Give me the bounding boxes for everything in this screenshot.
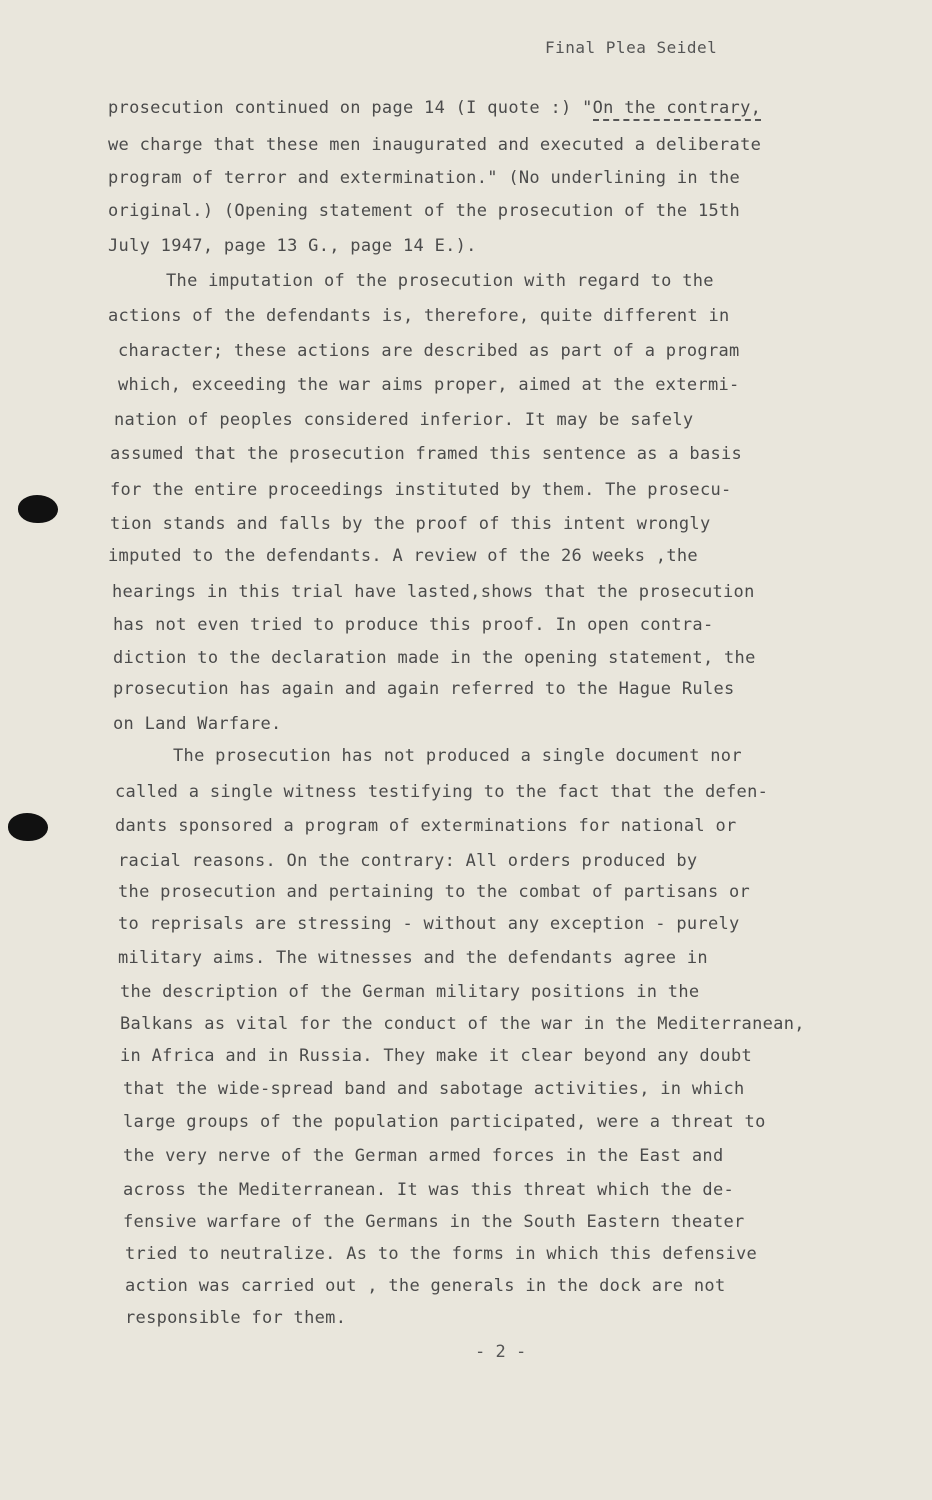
text-line-1-start: prosecution continued on page 14 (I quote :) "	[108, 98, 593, 118]
text-line: military aims. The witnesses and the defendants agree in	[118, 948, 708, 968]
text-line: diction to the declaration made in the opening statement, the	[113, 648, 756, 668]
text-line: large groups of the population participated, were a threat to	[123, 1112, 766, 1132]
text-line: tion stands and falls by the proof of this intent wrongly	[110, 514, 711, 534]
text-line: dants sponsored a program of exterminations for national or	[115, 816, 737, 836]
page-header-title: Final Plea Seidel	[545, 38, 718, 57]
punch-hole-mark	[8, 813, 48, 841]
text-line: the description of the German military positions in the	[120, 982, 700, 1002]
punch-hole-mark	[18, 495, 58, 523]
text-line: nation of peoples considered inferior. It may be safely	[114, 410, 694, 430]
text-line: hearings in this trial have lasted,shows that the prosecution	[112, 582, 755, 602]
text-line: Balkans as vital for the conduct of the war in the Mediterranean,	[120, 1014, 805, 1034]
text-line: in Africa and in Russia. They make it clear beyond any doubt	[120, 1046, 753, 1066]
text-line: tried to neutralize. As to the forms in which this defensive	[125, 1244, 758, 1264]
text-line: the prosecution and pertaining to the combat of partisans or	[118, 882, 751, 902]
text-line: prosecution has again and again referred to the Hague Rules	[113, 679, 735, 699]
text-line: that the wide-spread band and sabotage activities, in which	[123, 1079, 745, 1099]
text-line: the very nerve of the German armed forces in the East and	[123, 1146, 724, 1166]
text-line: fensive warfare of the Germans in the South Eastern theater	[123, 1212, 745, 1232]
text-line: called a single witness testifying to the fact that the defen-	[115, 782, 769, 802]
paragraph-start: The imputation of the prosecution with regard to the	[166, 271, 714, 291]
paragraph-start: The prosecution has not produced a single document nor	[173, 746, 742, 766]
text-line: character; these actions are described as part of a program	[118, 341, 740, 361]
text-line: across the Mediterranean. It was this threat which the de-	[123, 1180, 735, 1200]
text-line: has not even tried to produce this proof. In open contra-	[113, 615, 714, 635]
text-line: to reprisals are stressing - without any exception - purely	[118, 914, 740, 934]
text-line: we charge that these men inaugurated and executed a deliberate	[108, 135, 762, 155]
text-line: imputed to the defendants. A review of the 26 weeks ,the	[108, 546, 698, 566]
text-line: assumed that the prosecution framed this sentence as a basis	[110, 444, 743, 464]
underlined-phrase: On the contrary,	[593, 98, 762, 121]
text-line: actions of the defendants is, therefore, quite different in	[108, 306, 730, 326]
text-line: which, exceeding the war aims proper, aimed at the extermi-	[118, 375, 740, 395]
text-line: responsible for them.	[125, 1308, 347, 1328]
text-line: program of terror and extermination." (No underlining in the	[108, 168, 741, 188]
page-number: - 2 -	[475, 1342, 527, 1362]
text-line: July 1947, page 13 G., page 14 E.).	[108, 236, 477, 256]
text-line: original.) (Opening statement of the prosecution of the 15th	[108, 201, 741, 221]
text-line: on Land Warfare.	[113, 714, 282, 734]
text-line: for the entire proceedings instituted by them. The prosecu-	[110, 480, 732, 500]
text-line-1	[108, 98, 761, 118]
text-line: action was carried out , the generals in the dock are not	[125, 1276, 726, 1296]
text-line: racial reasons. On the contrary: All orders produced by	[118, 851, 698, 871]
